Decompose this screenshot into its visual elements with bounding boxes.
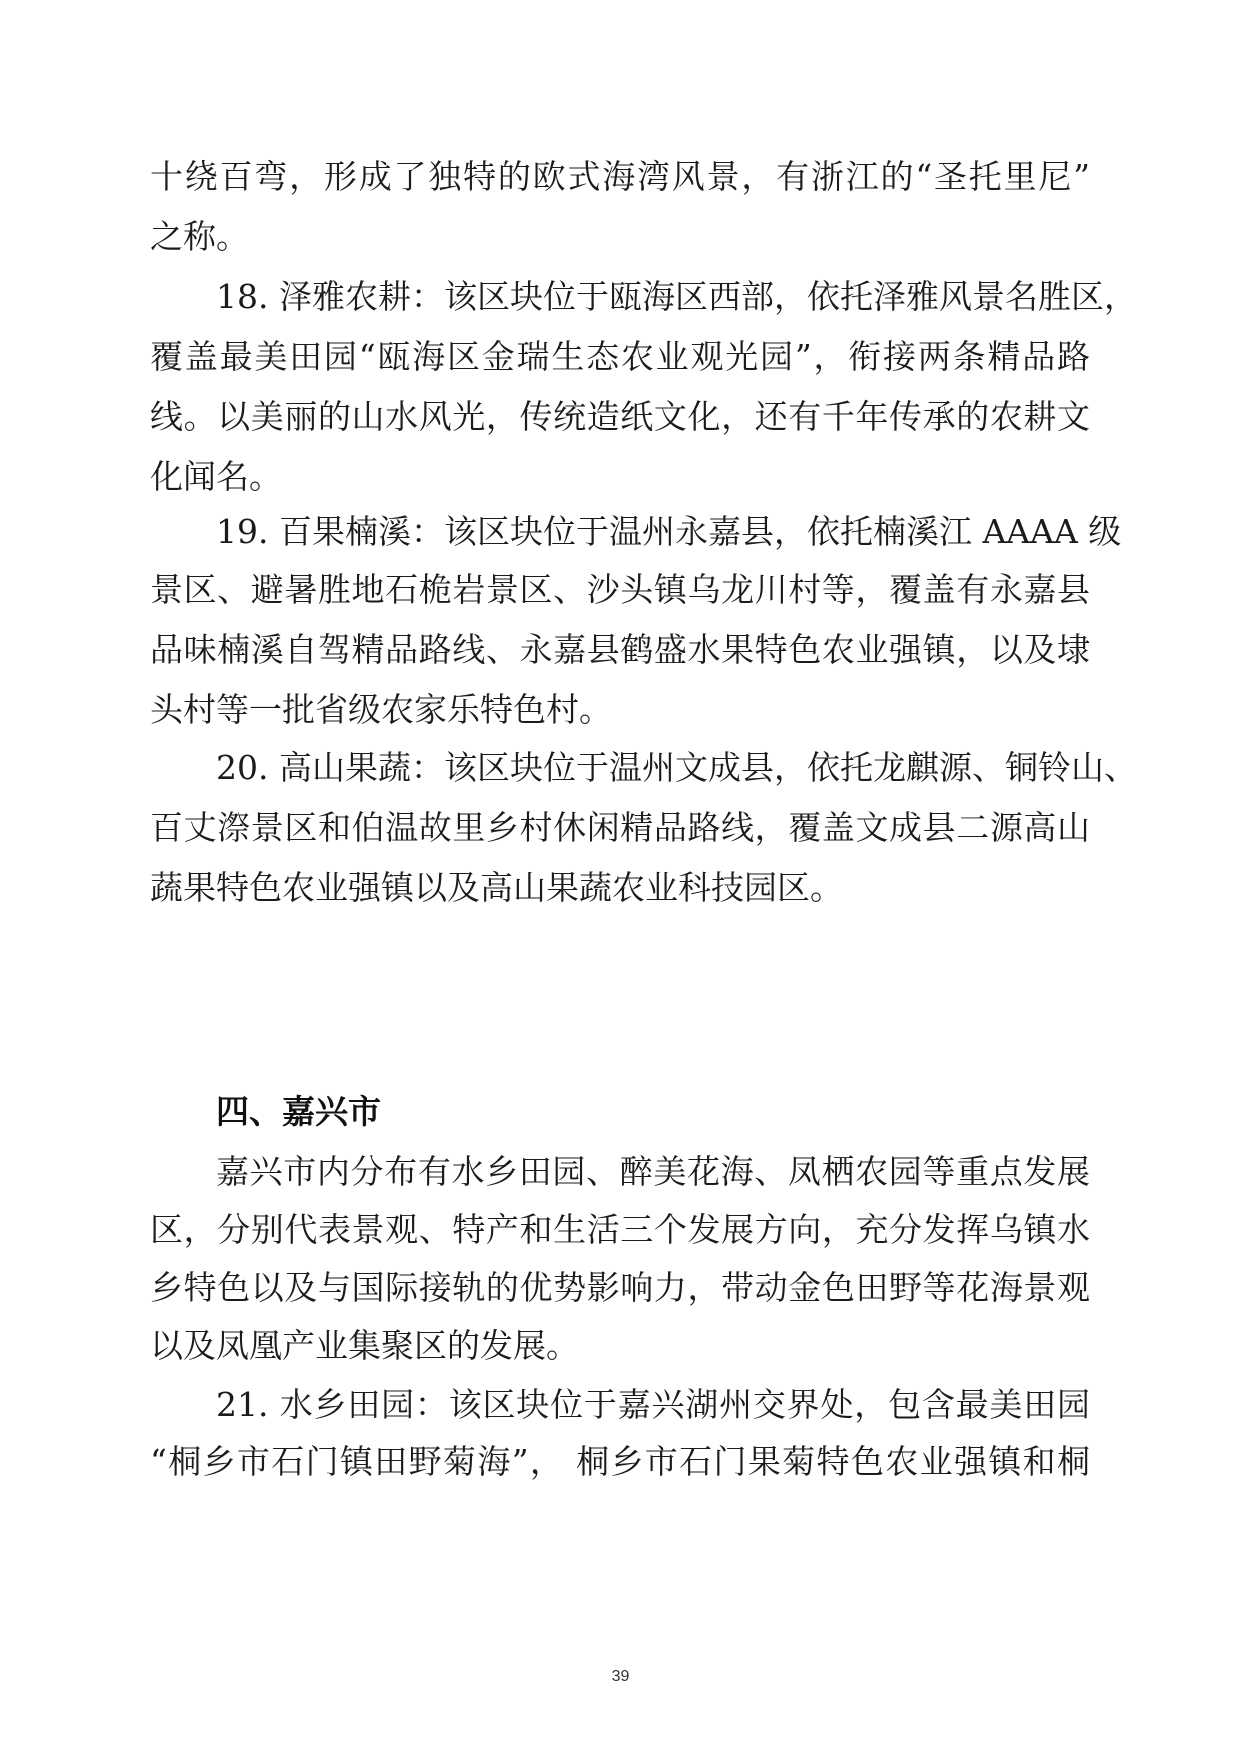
paragraph-line: 21. 水乡田园：该区块位于嘉兴湖州交界处，包含最美田园 [216, 1385, 1090, 1424]
paragraph-line: 区，分别代表景观、特产和生活三个发展方向，充分发挥乌镇水 [150, 1210, 1090, 1249]
paragraph-line: 蔬果特色农业强镇以及高山果蔬农业科技园区。 [150, 868, 843, 907]
paragraph-line: 乡特色以及与国际接轨的优势影响力，带动金色田野等花海景观 [150, 1268, 1090, 1307]
paragraph-line: 嘉兴市内分布有水乡田园、醉美花海、凤栖农园等重点发展 [216, 1152, 1090, 1191]
paragraph-line: 覆盖最美田园“瓯海区金瑞生态农业观光园”，衔接两条精品路 [150, 337, 1090, 376]
paragraph-line: 20. 高山果蔬：该区块位于温州文成县，依托龙麒源、铜铃山、 [216, 748, 1137, 787]
paragraph-line: 品味楠溪自驾精品路线、永嘉县鹤盛水果特色农业强镇，以及埭 [150, 630, 1090, 669]
paragraph-line: 19. 百果楠溪：该区块位于温州永嘉县，依托楠溪江 AAAA 级 [216, 512, 1122, 551]
paragraph-line: 化闻名。 [150, 457, 282, 496]
paragraph-line: 18. 泽雅农耕：该区块位于瓯海区西部，依托泽雅风景名胜区， [216, 277, 1137, 316]
paragraph-line: “桐乡市石门镇田野菊海”， 桐乡市石门果菊特色农业强镇和桐 [150, 1442, 1090, 1481]
paragraph-line: 以及凤凰产业集聚区的发展。 [150, 1326, 579, 1365]
page-number: 39 [611, 1668, 630, 1685]
paragraph-line: 十绕百弯，形成了独特的欧式海湾风景，有浙江的“圣托里尼” [150, 157, 1090, 196]
paragraph-line: 百丈漈景区和伯温故里乡村休闲精品路线，覆盖文成县二源高山 [150, 808, 1090, 847]
paragraph-line: 头村等一批省级农家乐特色村。 [150, 690, 612, 729]
paragraph-line: 景区、避暑胜地石桅岩景区、沙头镇乌龙川村等，覆盖有永嘉县 [150, 570, 1090, 609]
paragraph-line: 线。以美丽的山水风光，传统造纸文化，还有千年传承的农耕文 [150, 397, 1090, 436]
section-heading: 四、嘉兴市 [216, 1092, 381, 1131]
paragraph-line: 之称。 [150, 217, 249, 256]
